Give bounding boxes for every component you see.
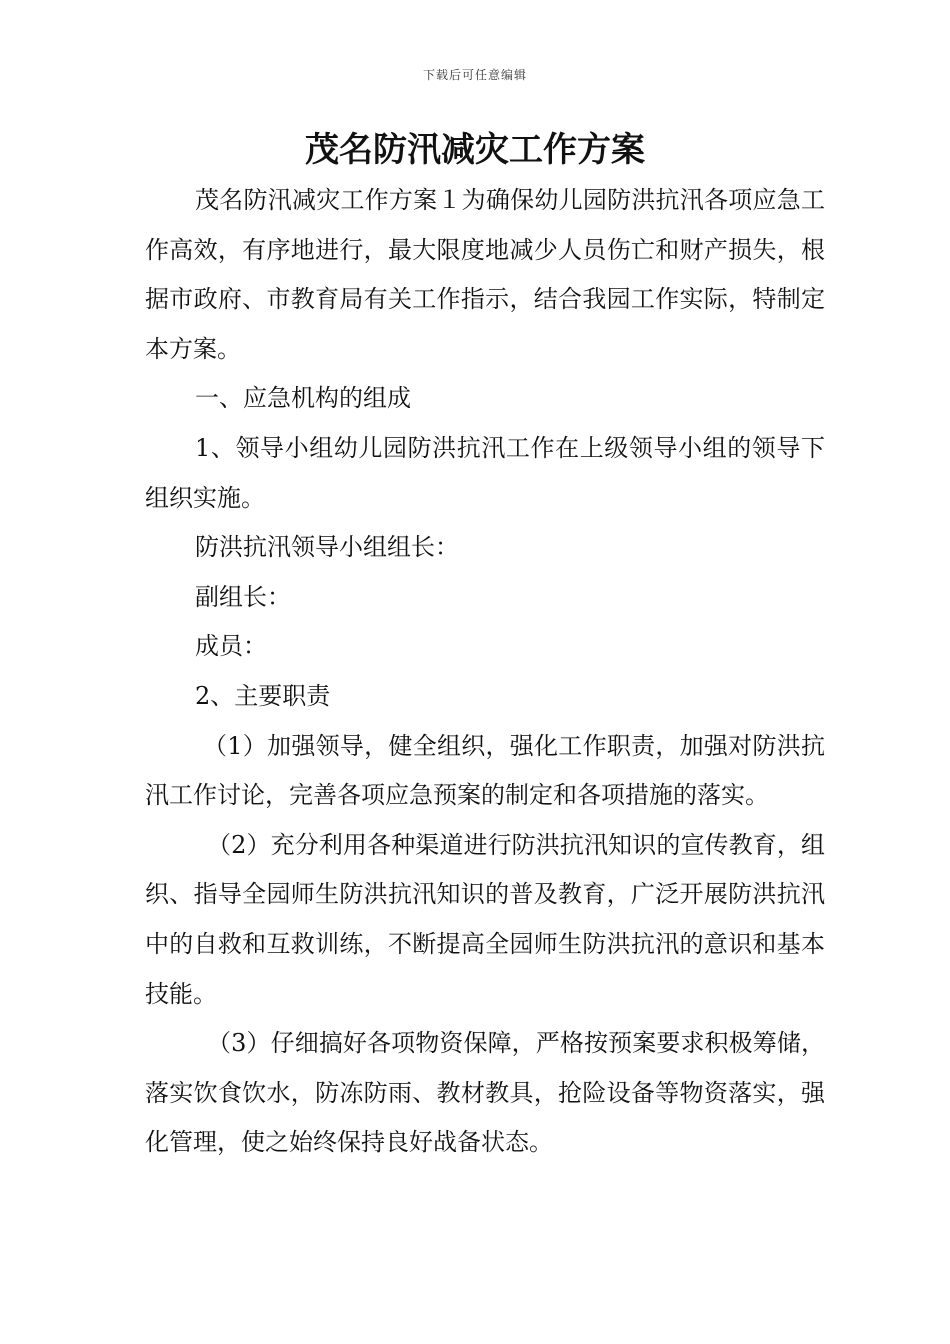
paragraph-duty-1: （1）加强领导，健全组织，强化工作职责，加强对防洪抗汛工作讨论，完善各项应急预案的制定和各项措施的落实。 xyxy=(145,731,825,810)
paragraph-duty-3: （3）仔细搞好各项物资保障，严格按预案要求积极筹储，落实饮食饮水，防冻防雨、教材教具，抢险设备等物资落实，强化管理，使之始终保持良好战备状态。 xyxy=(145,1029,825,1157)
paragraph-intro: 茂名防汛减灾工作方案１为确保幼儿园防洪抗汛各项应急工作高效，有序地进行，最大限度地减少人员伤亡和财产损失，根据市政府、市教育局有关工作指示，结合我园工作实际，特制定本方案。 xyxy=(145,186,825,363)
paragraph-group-leader: 防洪抗汛领导小组组长： xyxy=(195,533,459,562)
paragraph-members: 成员： xyxy=(195,632,267,661)
header-note: 下载后可任意编辑 xyxy=(422,68,527,82)
paragraph-deputy-leader: 副组长： xyxy=(195,582,291,611)
paragraph-leadership-group: 1、领导小组幼儿园防洪抗汛工作在上级领导小组的领导下组织实施。 xyxy=(145,433,825,512)
paragraph-duty-2: （2）充分利用各种渠道进行防洪抗汛知识的宣传教育，组织、指导全园师生防洪抗汛知识的普及教育，广泛开展防洪抗汛中的自救和互救训练，不断提高全园师生防洪抗汛的意识和基本技能。 xyxy=(145,830,825,1008)
section-heading-organization: 一、应急机构的组成 xyxy=(195,384,411,413)
document-title: 茂名防汛减灾工作方案 xyxy=(305,130,645,170)
document-body xyxy=(145,176,825,1168)
section-heading-duties: 2、主要职责 xyxy=(195,681,331,710)
